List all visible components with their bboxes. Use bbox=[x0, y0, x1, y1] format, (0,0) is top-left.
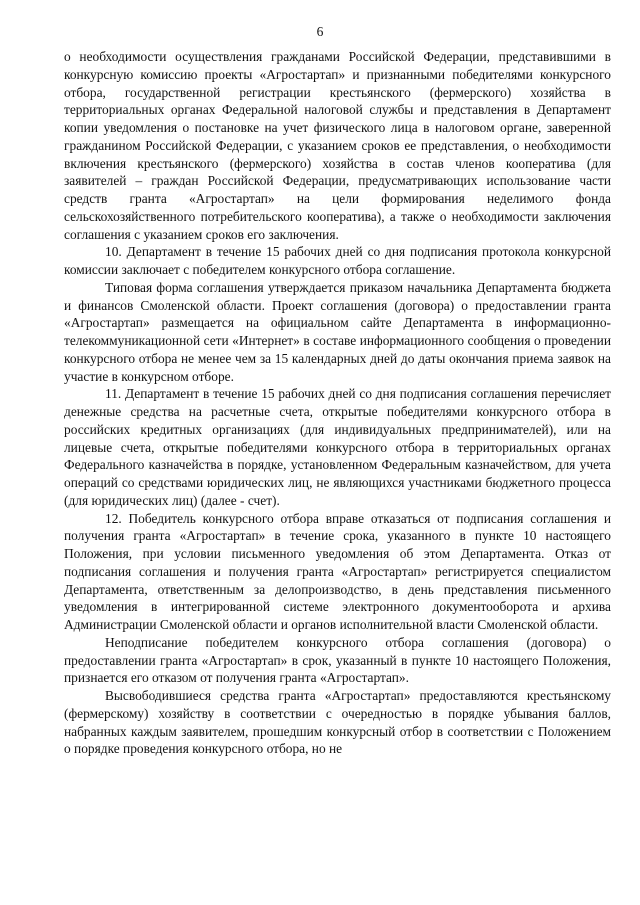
paragraph-item-12: 12. Победитель конкурсного отбора вправе отказаться от подписания соглашения и получения гранта «Агростартап» в течение срока, указанного в пункте 10 настоящего Положения, при условии письменного уведомления об этом Департамента. Отказ от подписания соглашения и получения гранта «Агростартап» регистрируется специалистом Департамента, ответственным за делопроизводство, в день представления письменного уведомления в интегрированной системе электронного документооборота и архива Администрации Смоленской области и органов исполнительной власти Смоленской области. bbox=[64, 510, 611, 632]
page-number: 6 bbox=[316, 24, 324, 39]
paragraph-item-11: 11. Департамент в течение 15 рабочих дней со дня подписания соглашения перечисляет денежные средства на расчетные счета, открытые победителями конкурсного отбора в российских кредитных организациях (для индивидуальных предпринимателей), или на лицевые счета, открытые победителями конкурсного отбора в территориальных органах Федерального казначейства в порядке, установленном Федеральным казначейством, для учета операций со средствами юридических лиц, не являющихся участниками бюджетного процесса (для юридических лиц) (далее - счет). bbox=[64, 386, 611, 508]
paragraph-item-10: 10. Департамент в течение 15 рабочих дней со дня подписания протокола конкурсной комиссии заключает с победителем конкурсного отбора соглашение. bbox=[64, 244, 611, 277]
paragraph-agreement-form: Типовая форма соглашения утверждается приказом начальника Департамента бюджета и финансов Смоленской области. Проект соглашения (договора) о предоставлении гранта «Агростартап» размещается на официальном сайте Департамента в информационно-телекоммуникационной сети «Интернет» в составе информационного сообщения о проведении конкурсного отбора не менее чем за 15 календарных дней до даты окончания приема заявок на участие в конкурсном отборе. bbox=[64, 279, 611, 384]
document-body bbox=[64, 48, 611, 758]
paragraph-released-funds: Высвободившиеся средства гранта «Агростартап» предоставляются крестьянскому (фермерскому) хозяйству в соответствии с очередностью в порядке убывания баллов, набранных каждым заявителем, прошедшим конкурсный отбор в соответствии с Положением о порядке проведения конкурсного отбора, но не bbox=[64, 688, 611, 757]
paragraph-continuation: о необходимости осуществления гражданами Российской Федерации, представившими в конкурсную комиссию проекты «Агростартап» и признанными победителями конкурсного отбора, государственной регистрации крестьянского (фермерского) хозяйства в территориальных органах Федеральной налоговой службы и представления в Департамент копии уведомления о постановке на учет физического лица в налоговом органе, заверенной гражданином Российской Федерации, с указанием сроков ее представления, о необходимости включения крестьянского (фермерского) хозяйства в состав членов кооператива (для заявителей – граждан Российской Федерации, предусматривающих использование части средств гранта «Агростартап» на цели формирования неделимого фонда сельскохозяйственного потребительского кооператива), а также о необходимости заключения соглашения с указанием сроков его заключения. bbox=[64, 49, 611, 242]
paragraph-non-signing: Неподписание победителем конкурсного отбора соглашения (договора) о предоставлении гранта «Агростартап» в срок, указанный в пункте 10 настоящего Положения, признается его отказом от получения гранта «Агростартап». bbox=[64, 634, 611, 686]
